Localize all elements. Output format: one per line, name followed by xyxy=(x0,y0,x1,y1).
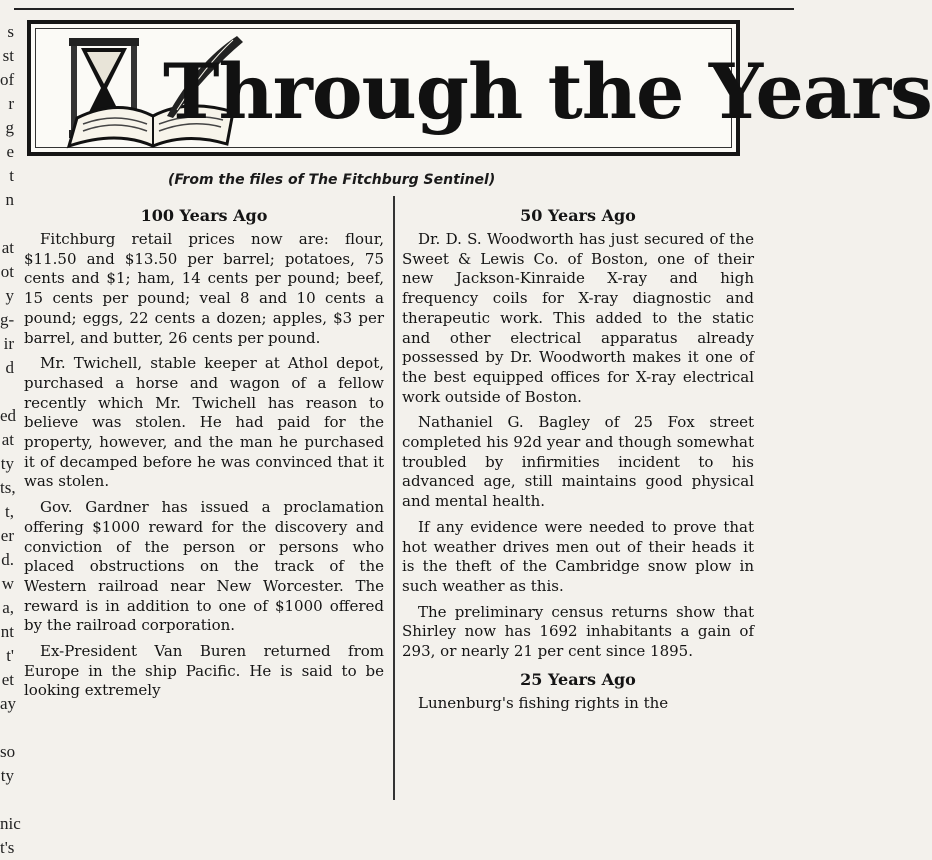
edge-text-fragment: n xyxy=(5,190,14,209)
article-paragraph: Ex-President Van Buren returned from Europe in the ship Pacific. He is said to be looking extremely xyxy=(24,642,384,700)
section-heading: 50 Years Ago xyxy=(520,206,636,225)
edge-text-fragment: nt xyxy=(0,622,14,641)
source-credit: (From the files of The Fitchburg Sentinel) xyxy=(168,172,496,188)
article-paragraph: Fitchburg retail prices now are: flour, $11.50 and $13.50 per barrel; potatoes, 75 cents and $1; ham, 14 cents per pound; beef, 15 cents per pound; veal 8 and 10 cents a pound; eggs, 22 cents a dozen; apples, $3 per barrel, and butter, 26 cents per pound. xyxy=(24,230,384,347)
article-paragraph: Dr. D. S. Woodworth has just secured of the Sweet & Lewis Co. of Boston, one of their new Jackson-Kinraide X-ray and high frequency coils for X-ray diagnostic and therapeutic work. This added to the static and other electrical apparatus already possessed by Dr. Woodworth makes it one of the best equipped offices for X-ray electrical work outside of Boston. xyxy=(402,230,754,406)
edge-text-fragment: ty xyxy=(0,454,14,473)
page-top-rule xyxy=(14,8,794,10)
article-paragraph: If any evidence were needed to prove that hot weather drives men out of their heads it is the theft of the Cambridge snow plow in such weather as this. xyxy=(402,517,754,595)
edge-text-fragment: ed xyxy=(0,406,17,425)
edge-text-fragment: g- xyxy=(0,310,15,329)
article-paragraph: Gov. Gardner has issued a proclamation offering $1000 reward for the discovery and conviction of the person or persons who placed obstructions on the track of the Western railroad near New Worcester. The reward is in addition to one of $1000 offered by the railroad corporation. xyxy=(24,498,384,635)
edge-text-fragment: ay xyxy=(0,694,17,713)
article-paragraph: Mr. Twichell, stable keeper at Athol depot, purchased a horse and wagon of a fellow recently which Mr. Twichell has reason to believe was stolen. He had paid for the property, however, and the man he purchased it of decamped before he was convinced that it was stolen. xyxy=(24,354,384,491)
edge-text-fragment: e xyxy=(6,142,14,161)
edge-text-fragment: of xyxy=(0,70,15,89)
edge-text-fragment xyxy=(0,380,16,404)
edge-text-fragment: t, xyxy=(5,502,14,521)
edge-text-fragment: g xyxy=(5,118,14,137)
masthead-title: Through the Years xyxy=(163,47,932,136)
section-heading: 25 Years Ago xyxy=(520,669,636,689)
right-column xyxy=(402,204,754,719)
edge-text-fragment: a, xyxy=(2,598,14,617)
section-heading: 100 Years Ago xyxy=(140,206,268,225)
edge-text-fragment: s xyxy=(7,22,14,41)
adjacent-column-fragment xyxy=(0,20,21,857)
edge-text-fragment: ts, xyxy=(0,478,16,497)
edge-text-fragment xyxy=(0,788,16,812)
edge-text-fragment xyxy=(0,716,16,740)
edge-text-fragment: er xyxy=(0,526,14,545)
edge-text-fragment: t' xyxy=(6,646,14,665)
edge-text-fragment: ty xyxy=(0,766,14,785)
article-paragraph: Lunenburg's fishing rights in the xyxy=(418,693,669,712)
masthead-banner xyxy=(27,20,932,156)
edge-text-fragment: t's xyxy=(0,838,15,857)
edge-text-fragment xyxy=(0,212,16,236)
edge-text-fragment: d xyxy=(5,358,14,377)
edge-text-fragment: t xyxy=(9,166,14,185)
edge-text-fragment: r xyxy=(8,94,14,113)
edge-text-fragment: w xyxy=(1,574,14,593)
article-paragraph: The preliminary census returns show that Shirley now has 1692 inhabitants a gain of 293, or nearly 21 per cent since 1895. xyxy=(402,602,754,661)
article-paragraph: Nathaniel G. Bagley of 25 Fox street completed his 92d year and though somewhat troubled by infirmities incident to his advanced age, still maintains good physical and mental health. xyxy=(402,413,754,511)
edge-text-fragment: st xyxy=(2,46,14,65)
edge-text-fragment: et xyxy=(1,670,14,689)
edge-text-fragment: y xyxy=(5,286,14,305)
column-divider xyxy=(393,196,395,800)
edge-text-fragment: nic xyxy=(0,814,21,833)
edge-text-fragment: at xyxy=(1,238,14,257)
edge-text-fragment: so xyxy=(0,742,16,761)
edge-text-fragment: d. xyxy=(1,550,14,569)
left-column xyxy=(24,204,384,707)
edge-text-fragment: at xyxy=(1,430,14,449)
edge-text-fragment: ot xyxy=(0,262,14,281)
edge-text-fragment: ir xyxy=(3,334,14,353)
